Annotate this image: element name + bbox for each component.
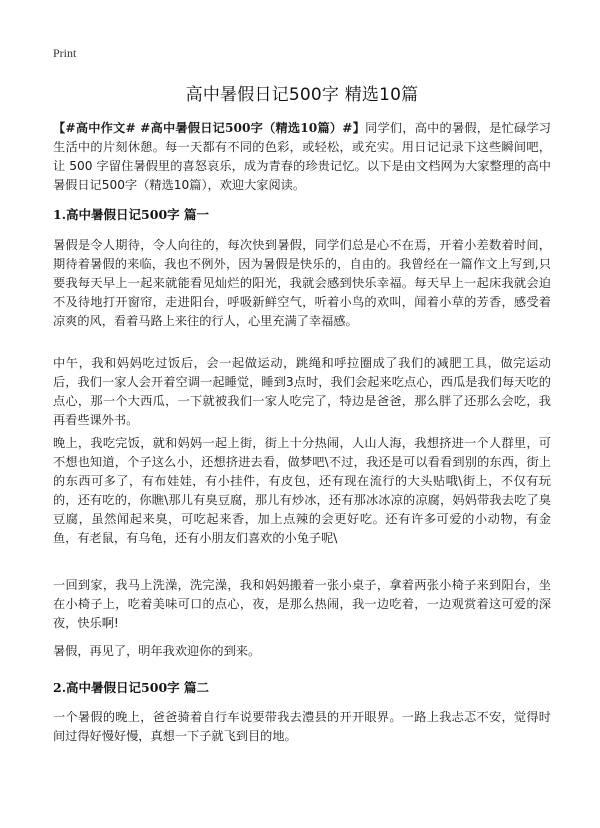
section-heading-1: 1.高中暑假日记500字 篇一 — [53, 207, 209, 222]
paragraph-2-1: 一个暑假的晚上，爸爸骑着自行车说要带我去澧县的开开眼界。一路上我忐忑不安，觉得时间过得好慢好慢，真想一下子就飞到目的地。 — [53, 710, 551, 743]
paragraph-1-3: 晚上，我吃完饭，就和妈妈一起上街，街上十分热闹，人山人海，我想挤进一个人群里，可不想也知道，个子这么小，还想挤进去看，做梦吧\不过，我还是可以看看到别的东西，街上的东西可多了，有布娃娃，有小挂件，有皮包，还有现在流行的大头贴哦\街上，不仅有玩的，还有吃的，你瞧\那儿有臭豆腐，那儿有炒冰，还有那冰冰凉的凉腐，妈妈带我去吃了臭豆腐，虽然闻起来臭，可吃起来香，加上点辣的会更好吃。还有许多可爱的小动物，有金鱼，有老鼠，有乌龟，还有小朋友们喜欢的小兔子呢\ — [53, 436, 551, 545]
intro-paragraph — [53, 119, 551, 195]
page-title: 高中暑假日记500字 精选10篇 — [185, 85, 419, 105]
section-heading-2: 2.高中暑假日记500字 篇二 — [53, 680, 209, 695]
paragraph-1-1: 暑假是令人期待，令人向往的，每次快到暑假，同学们总是心不在焉，开着小差数着时间，期待着暑假的来临，我也不例外，因为暑假是快乐的，自由的。我曾经在一篇作文上写到,只要我每天早上一起来就能看见灿烂的阳光，我就会感到快乐幸福。每天早上一起床我就会迫不及待地打开窗帘，走进阳台，呼吸新鲜空气，听着小鸟的欢叫，闻着小草的芳香，感受着凉爽的风，看着马路上来往的行人，心里充满了幸福感。 — [53, 238, 551, 328]
intro-text: 同学们，高中的暑假，是忙碌学习生活中的片刻休憩。每一天都有不同的色彩，或轻松，或充实。用日记记录下这些瞬间吧，让 500 字留住暑假里的喜怒哀乐，成为青春的珍贵记忆。以下是由文档网为大家整理的高中暑假日记500字（精选10篇），欢迎大家阅读。 — [53, 121, 551, 192]
intro-tag: 【#高中作文# #高中暑假日记500字（精选10篇）#】 — [53, 121, 366, 135]
print-label: Print — [53, 46, 77, 60]
paragraph-1-5: 暑假，再见了，明年我欢迎你的到来。 — [53, 644, 261, 658]
paragraph-1-4: 一回到家，我马上洗澡，洗完澡，我和妈妈搬着一张小桌子，拿着两张小椅子来到阳台，坐在小椅子上，吃着美味可口的点心，夜，是那么热闹，我一边吃着，一边观赏着这可爱的深夜，快乐啊! — [53, 578, 551, 630]
paragraph-1-2: 中午，我和妈妈吃过饭后，会一起做运动，跳绳和呼拉圈成了我们的减肥工具，做完运动后，我们一家人会开着空调一起睡觉，睡到3点时，我们会起来吃点心，西瓜是我们每天吃的点心，那一个大西瓜，一下就被我们一家人吃完了，特边是爸爸，那么胖了还那么会吃，我再看些课外书。 — [53, 356, 551, 427]
